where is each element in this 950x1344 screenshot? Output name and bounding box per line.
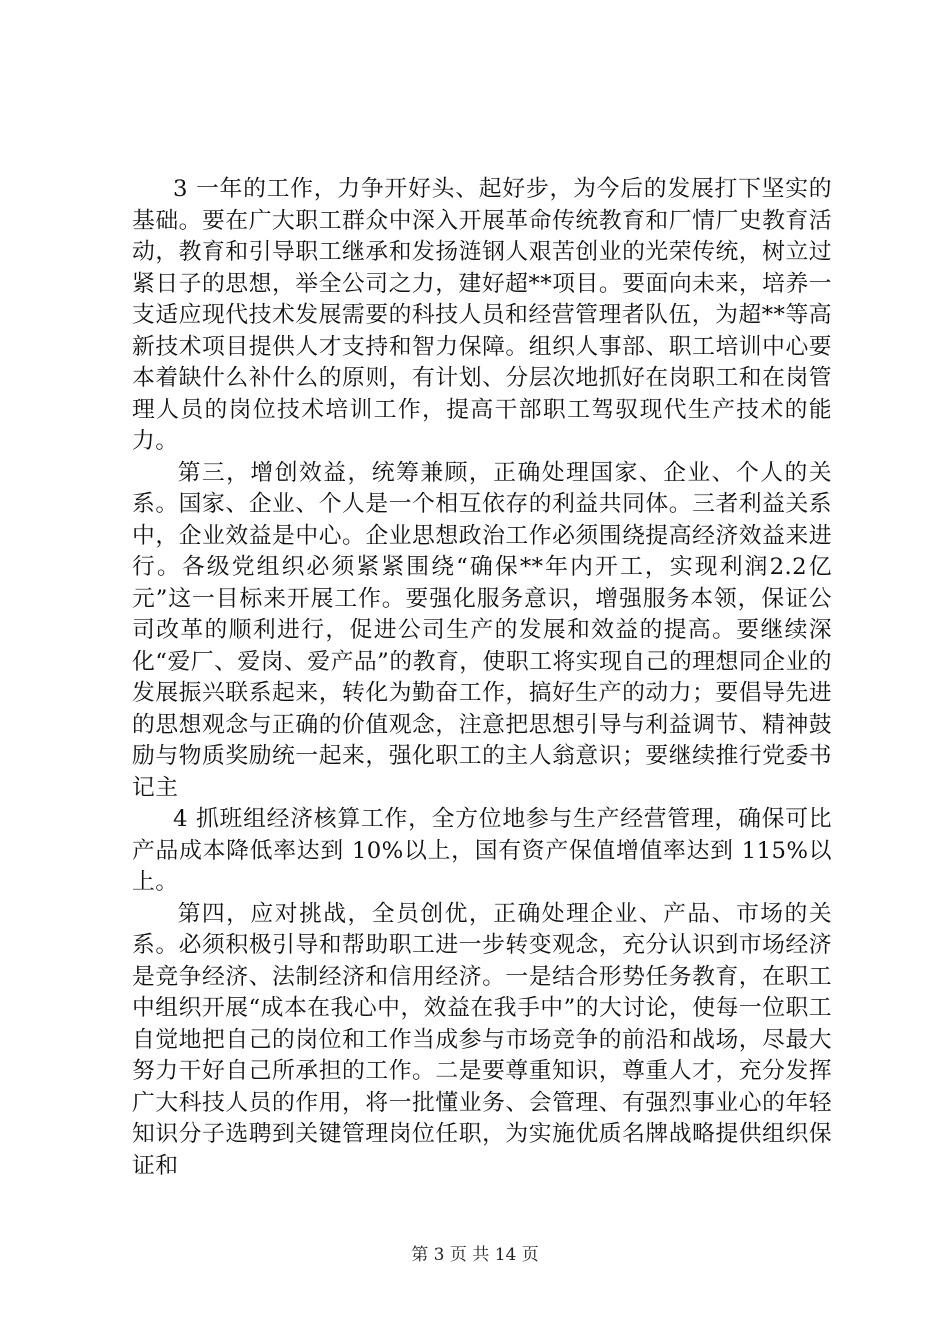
paragraph-3: 4 抓班组经济核算工作，全方位地参与生产经营管理，确保可比产品成本降低率达到 10%以上，国有资产保值增值率达到 115%以上。 [132,806,832,895]
paragraph-4: 第四，应对挑战，全员创优，正确处理企业、产品、市场的关系。必须积极引导和帮助职工进一步转变观念，充分认识到市场经济是竞争经济、法制经济和信用经济。一是结合形势任务教育，在职工中组织开展“成本在我心中，效益在我手中”的大讨论，使每一位职工自觉地把自己的岗位和工作当成参与市场竞争的前沿和战场，尽最大努力干好自己所承担的工作。二是要尊重知识，尊重人才，充分发挥广大科技人员的作用，将一批懂业务、会管理、有强烈事业心的年轻知识分子选聘到关键管理岗位任职，为实施优质名牌战略提供组织保证和 [132,900,832,1179]
paragraph-1: 3 一年的工作，力争开好头、起好步，为今后的发展打下坚实的基础。要在广大职工群众中深入开展革命传统教育和厂情厂史教育活动，教育和引导职工继承和发扬涟钢人艰苦创业的光荣传统，树立过紧日子的思想，举全公司之力，建好超**项目。要面向未来，培养一支适应现代技术发展需要的科技人员和经营管理者队伍，为超**等高新技术项目提供人才支持和智力保障。组织人事部、职工培训中心要本着缺什么补什么的原则，有计划、分层次地抓好在岗职工和在岗管理人员的岗位技术培训工作，提高干部职工驾驭现代生产技术的能力。 [132,176,832,454]
page-number-footer: 第 3 页 共 14 页 [411,1245,539,1265]
document-body [132,174,832,1182]
paragraph-2: 第三，增创效益，统筹兼顾，正确处理国家、企业、个人的关系。国家、企业、个人是一个相互依存的利益共同体。三者利益关系中，企业效益是中心。企业思想政治工作必须围绕提高经济效益来进行。各级党组织必须紧紧围绕“确保**年内开工，实现利润2.2亿元”这一目标来开展工作。要强化服务意识，增强服务本领，保证公司改革的顺利进行，促进公司生产的发展和效益的提高。要继续深化“爱厂、爱岗、爱产品”的教育，使职工将实现自己的理想同企业的发展振兴联系起来，转化为勤奋工作，搞好生产的动力；要倡导先进的思想观念与正确的价值观念，注意把思想引导与利益调节、精神鼓励与物质奖励统一起来，强化职工的主人翁意识；要继续推行党委书记主 [132,459,832,801]
